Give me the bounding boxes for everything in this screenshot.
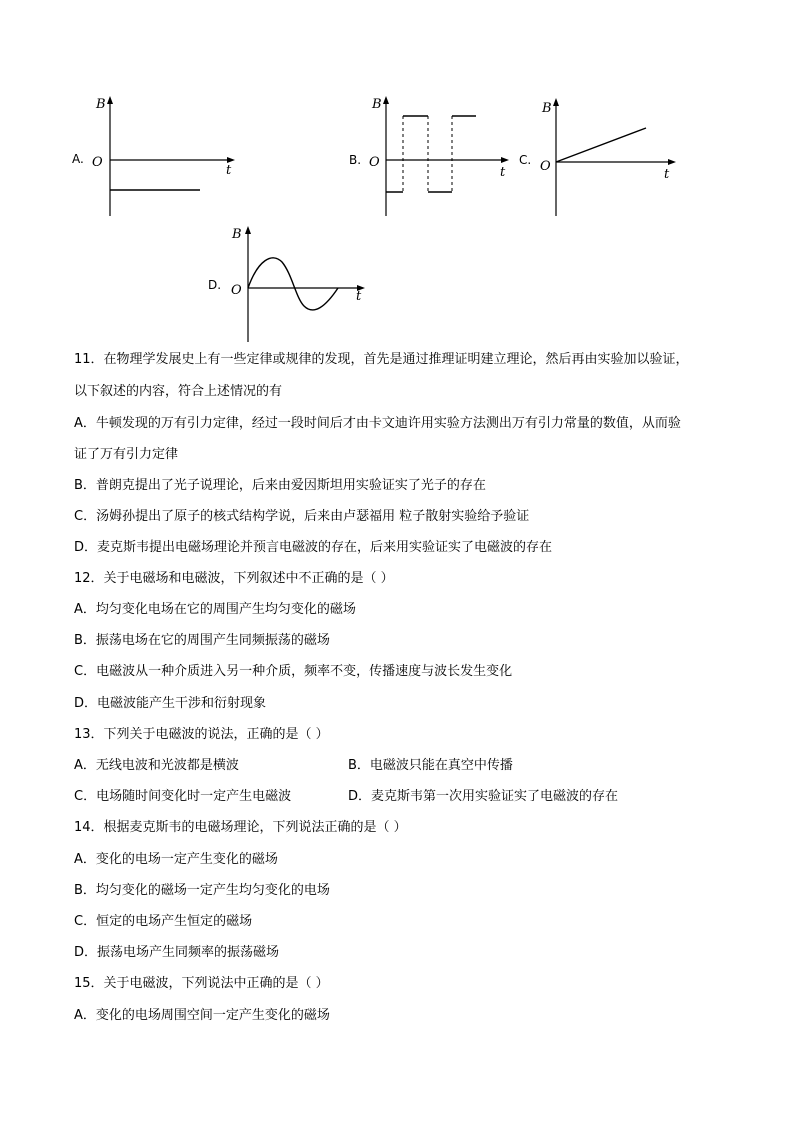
graph-option-c — [536, 94, 686, 220]
option-b-letter: B. — [349, 153, 362, 167]
q11-stem-line-2: 以下叙述的内容，符合上述情况的有 — [74, 384, 283, 399]
q11-option-a-line-1: A．牛顿发现的万有引力定律，经过一段时间后才由卡文迪许用实验方法测出万有引力常量的数值，从而验 — [74, 416, 681, 431]
y-axis-label: B — [96, 97, 106, 112]
origin-label: O — [540, 159, 551, 174]
x-axis-label: t — [226, 163, 232, 178]
q12-option-a: A．均匀变化电场在它的周围产生均匀变化的磁场 — [74, 602, 356, 617]
q15-option-a: A．变化的电场周围空间一定产生变化的磁场 — [74, 1008, 330, 1023]
origin-label: O — [231, 283, 242, 298]
q13-option-a: A．无线电波和光波都是横波 — [74, 758, 239, 773]
b-curve — [248, 258, 338, 310]
q11-option-a-line-2: 证了万有引力定律 — [74, 447, 179, 462]
y-axis-arrow — [107, 96, 113, 104]
q12-option-c: C．电磁波从一种介质进入另一种介质，频率不变，传播速度与波长发生变化 — [74, 664, 513, 679]
graph-option-a — [88, 94, 248, 220]
q11-option-c: C．汤姆孙提出了原子的核式结构学说，后来由卢瑟福用 粒子散射实验给予验证 — [74, 509, 530, 524]
q14-option-c: C．恒定的电场产生恒定的磁场 — [74, 914, 253, 929]
x-axis-arrow — [501, 157, 509, 163]
option-c-letter: C. — [519, 153, 532, 167]
q15-stem: 15．关于电磁波，下列说法中正确的是（ ） — [74, 976, 329, 991]
q13-option-d: D．麦克斯韦第一次用实验证实了电磁波的存在 — [348, 789, 619, 804]
q14-option-a: A．变化的电场一定产生变化的磁场 — [74, 852, 278, 867]
y-axis-arrow — [245, 226, 251, 234]
origin-label: O — [369, 155, 380, 170]
x-axis-arrow — [668, 159, 676, 165]
q12-stem: 12．关于电磁场和电磁波，下列叙述中不正确的是（ ） — [74, 571, 394, 586]
origin-label: O — [92, 155, 103, 170]
q12-option-b: B．振荡电场在它的周围产生同频振荡的磁场 — [74, 633, 330, 648]
q11-option-b: B．普朗克提出了光子说理论，后来由爱因斯坦用实验证实了光子的存在 — [74, 478, 486, 493]
y-axis-label: B — [372, 97, 382, 112]
q14-stem: 14．根据麦克斯韦的电磁场理论，下列说法正确的是（ ） — [74, 820, 407, 835]
x-axis-label: t — [664, 167, 670, 182]
b-curve — [556, 128, 646, 162]
y-axis-arrow — [383, 96, 389, 104]
q14-option-d: D．振荡电场产生同频率的振荡磁场 — [74, 945, 280, 960]
q13-option-c: C．电场随时间变化时一定产生电磁波 — [74, 789, 292, 804]
graph-option-d — [228, 222, 378, 346]
q13-stem: 13．下列关于电磁波的说法，正确的是（ ） — [74, 727, 329, 742]
q14-option-b: B．均匀变化的磁场一定产生均匀变化的电场 — [74, 883, 330, 898]
y-axis-arrow — [553, 98, 559, 106]
q11-option-d: D．麦克斯韦提出电磁场理论并预言电磁波的存在，后来用实验证实了电磁波的存在 — [74, 540, 553, 555]
option-a-letter: A. — [72, 152, 84, 166]
x-axis-label: t — [500, 165, 506, 180]
y-axis-label: B — [232, 227, 242, 242]
q13-option-b: B．电磁波只能在真空中传播 — [348, 758, 513, 773]
y-axis-label: B — [542, 101, 552, 116]
x-axis-label: t — [356, 289, 362, 304]
q12-option-d: D．电磁波能产生干涉和衍射现象 — [74, 696, 267, 711]
option-d-letter: D. — [208, 278, 222, 292]
q11-stem-line-1: 11．在物理学发展史上有一些定律或规律的发现，首先是通过推理证明建立理论，然后再由实验加以验证， — [74, 352, 689, 367]
graph-option-b — [366, 94, 516, 220]
